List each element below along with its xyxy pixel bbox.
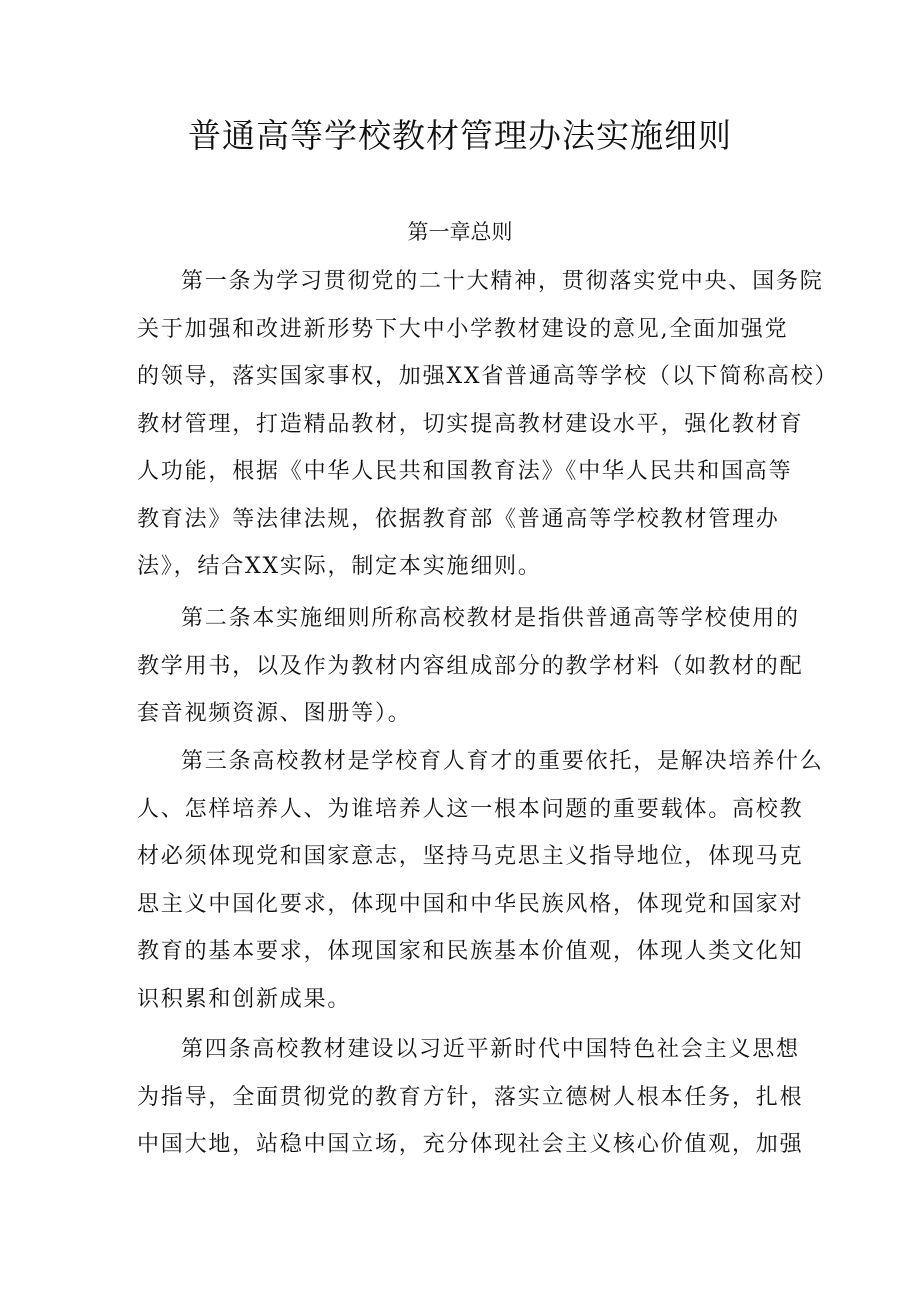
- paragraph-line: 人、怎样培养人、为谁培养人这一根本问题的重要载体。高校教: [137, 796, 804, 822]
- paragraph-line: 第四条高校教材建设以习近平新时代中国特色社会主义思想: [181, 1037, 800, 1062]
- paragraph-line: 第二条本实施细则所称高校教材是指供普通高等学校使用的: [181, 606, 800, 631]
- paragraph-line: 套音视频资源、图册等）。: [137, 701, 412, 726]
- paragraph: [137, 258, 839, 591]
- paragraph: [137, 1026, 804, 1169]
- paragraph-line: 教育法》等法律法规，依据教育部《普通高等学校教材管理办: [137, 506, 780, 532]
- paragraph-line: 思主义中国化要求，体现中国和中华民族风格，体现党和国家对: [137, 891, 804, 917]
- paragraph-line: 法》，结合XX实际，制定本实施细则。: [137, 554, 542, 579]
- paragraph-line: 教材管理，打造精品教材，切实提高教材建设水平，强化教材育: [137, 411, 804, 437]
- article-2-paragraph: [137, 595, 804, 738]
- article-4-paragraph: [137, 1026, 804, 1169]
- paragraph-line: 中国大地，站稳中国立场，充分体现社会主义核心价值观，加强: [137, 1132, 804, 1157]
- article-3-paragraph: [137, 738, 824, 1023]
- paragraph-line: 第一条为学习贯彻党的二十大精神，贯彻落实党中央、国务院: [181, 269, 824, 294]
- paragraph-line: 材必须体现党和国家意志，坚持马克思主义指导地位，体现马克: [137, 844, 804, 869]
- paragraph-line: 为指导，全面贯彻党的教育方针，落实立德树人根本任务，扎根: [137, 1084, 804, 1110]
- paragraph-line: 教育的基本要求，体现国家和民族基本价值观，体现人类文化知: [137, 939, 804, 964]
- paragraph: [137, 738, 824, 1023]
- paragraph-line: 的领导，落实国家事权，加强XX省普通高等学校（以下简称高校）: [137, 364, 839, 389]
- paragraph: [137, 595, 804, 738]
- paragraph-line: 第三条高校教材是学校育人育才的重要依托，是解决培养什么: [181, 749, 824, 774]
- paragraph-line: 识积累和创新成果。: [137, 986, 352, 1012]
- article-1-paragraph: [137, 258, 839, 591]
- document-title: 普通高等学校教材管理办法实施细则: [188, 116, 732, 155]
- chapter-heading: 第一章总则: [407, 220, 513, 244]
- paragraph-line: 关于加强和改进新形势下大中小学教材建设的意见,全面加强党: [137, 316, 789, 342]
- paragraph-line: 教学用书，以及作为教材内容组成部分的教学材料（如教材的配: [137, 653, 804, 679]
- paragraph-line: 人功能，根据《中华人民共和国教育法》《中华人民共和国高等: [137, 459, 793, 484]
